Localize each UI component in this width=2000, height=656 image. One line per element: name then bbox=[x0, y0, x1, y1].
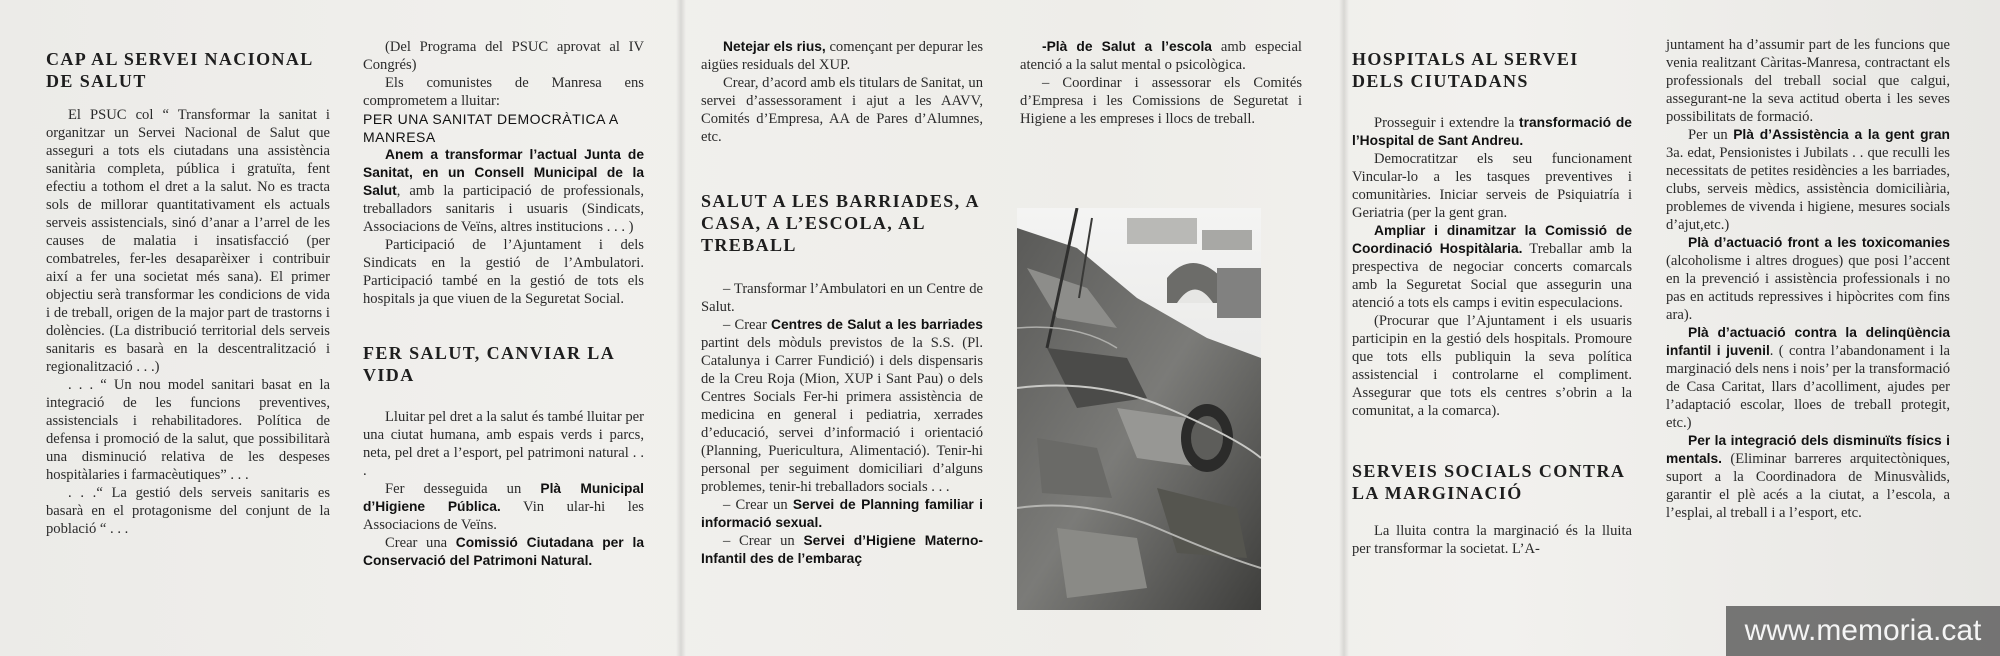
text: Treballar amb la prespectiva de negociar concerts comarcals amb la Seguretat Social que assegurin una atenció a tots els camps i evitin especulacions. bbox=[1352, 241, 1632, 311]
bold-text: Servei d’Higiene Materno-Infantil des de l’embaraç bbox=[701, 533, 983, 566]
text: Fer desseguida un bbox=[385, 481, 522, 497]
column-2 bbox=[363, 38, 644, 570]
paragraph bbox=[701, 316, 983, 496]
paragraph bbox=[363, 534, 644, 570]
bold-text: Netejar els rius, bbox=[723, 39, 826, 54]
bold-text: transformació de l’Hospital de Sant Andreu. bbox=[1352, 115, 1632, 148]
heading-serveis-socials: SERVEIS SOCIALS CONTRA LA MARGINACIÓ bbox=[1352, 461, 1625, 503]
subheading-sanitat-democratica: PER UNA SANITAT DEMOCRÀTICA A MANRESA bbox=[363, 111, 618, 145]
column-4 bbox=[1020, 38, 1302, 128]
riverbank-photo bbox=[1017, 208, 1261, 610]
text: Crear una bbox=[385, 535, 448, 551]
fold-crease bbox=[676, 0, 686, 656]
paragraph bbox=[1666, 324, 1950, 432]
heading-salut-barriades: SALUT A LES BARRIADES, A CASA, A L’ESCOLA, AL TREBALL bbox=[701, 191, 979, 255]
paragraph bbox=[701, 38, 983, 74]
paragraph: . . .“ La gestió dels serveis sanitaris es basarà en el protagonisme del conjunt de la població “ . . . bbox=[46, 485, 330, 537]
paragraph bbox=[1352, 222, 1632, 312]
paragraph: Democratitzar els seu funcionament Vincular-lo a les tasques preventives i comunitàries. Iniciar serveis de Psiquiatría i Geriatria (per la gent gran. bbox=[1352, 151, 1632, 221]
bold-text: Comissió Ciutadana per la Conservació del Patrimoni Natural. bbox=[363, 535, 644, 568]
column-1 bbox=[46, 48, 330, 538]
text: 3a. edat, Pensionistes i Jubilats . . que reculli les necessitats de petites residències a les barriades, clubs, serveis mèdics, assistència domiciliària, problemes de vivenda i higiene, mesures socials d’ajut,etc.) bbox=[1666, 145, 1950, 233]
paragraph: La lluita contra la marginació és la lluita per transformar la societat. L’A- bbox=[1352, 523, 1632, 557]
paragraph bbox=[363, 146, 644, 236]
bold-text: Plà d’actuació contra la delinqüència infantil i juvenil bbox=[1666, 325, 1950, 358]
text: Per un bbox=[1688, 127, 1728, 143]
text: – Crear un bbox=[723, 533, 795, 549]
watermark-memoria-cat: www.memoria.cat bbox=[1726, 606, 2000, 656]
riverbank-photo-image bbox=[1017, 208, 1261, 610]
paragraph bbox=[701, 496, 983, 532]
bold-text: -Plà de Salut a l’escola bbox=[1042, 39, 1212, 54]
paragraph bbox=[363, 480, 644, 534]
bold-text: Ampliar i dinamitzar la Comissió de Coordinació Hospitàlaria. bbox=[1352, 223, 1632, 256]
paragraph bbox=[1666, 432, 1950, 522]
paragraph: Lluitar pel dret a la salut és també lluitar per una ciutat humana, amb espais verds i parcs, neta, pel dret a l’esport, pel patrimoni natural . . . bbox=[363, 409, 644, 479]
paragraph: – Transformar l’Ambulatori en un Centre de Salut. bbox=[701, 281, 983, 315]
paragraph: Crear, d’acord amb els titulars de Sanitat, un servei d’assessorament i ajut a les AAVV, Comités d’Empresa, AA de Pares d’Alumnes, etc. bbox=[701, 75, 983, 145]
heading-servei-nacional: CAP AL SERVEI NACIONAL DE SALUT bbox=[46, 49, 313, 91]
text: (Eliminar barreres arquitectòniques, suport a la Coordinadora de Minusvàlids, garantir el plè acés a la ciutat, a l’escola, a l’esplai, al treball i a l’esport, etc. bbox=[1666, 451, 1950, 521]
paragraph bbox=[1352, 114, 1632, 150]
column-3 bbox=[701, 38, 983, 568]
heading-fer-salut: FER SALUT, CANVIAR LA VIDA bbox=[363, 343, 615, 385]
text: Vin ular-hi les Associacions de Veïns. bbox=[363, 499, 644, 533]
bold-text: Plà d’actuació front a les toxicomanies bbox=[1688, 235, 1950, 250]
paragraph bbox=[701, 532, 983, 568]
text: amb especial atenció a la salut mental o psicològica. bbox=[1020, 39, 1302, 73]
fold-crease bbox=[1339, 0, 1349, 656]
text: – Crear un bbox=[723, 497, 788, 513]
paragraph: Participació de l’Ajuntament i dels Sindicats en la gestió de l’Ambulatori. Participació també en la gestió de tots els hospitals ja que viuen de la Seguretat Social. bbox=[363, 237, 644, 307]
bold-text: Anem a transformar l’actual Junta de Sanitat, en un Consell Municipal de la Salut bbox=[363, 147, 644, 198]
bold-text: Plà Municipal d’Higiene Pública. bbox=[363, 481, 644, 514]
bold-text: Centres de Salut a les barriades bbox=[771, 317, 983, 332]
text: – Crear bbox=[723, 317, 767, 333]
text: partint dels mòduls previstos de la S.S. (Pl. Catalunya i Carrer Fundició) i dels dispensaris de la Creu Roja (Mion, XUP i Sant Pau) o dels Centres Socials Fer-hi primera assistència de medicina en general i pediatria, xerrades d’educació, servei d’informació i orientació (Planning, Puericultura, Alimentació). Tenir-hi personal per seguiment domiciliari d’alguns problemes, tenir-hi treballadors socials . . . bbox=[701, 335, 983, 495]
paragraph: juntament ha d’assumir part de les funcions que venia realitzant Càritas-Manresa, contractant els professionals del treball social que calgui, assegurant-ne la seva actitud oberta i les seves possibilitats de formació. bbox=[1666, 37, 1950, 125]
paragraph: . . . “ Un nou model sanitari basat en la integració de les funcions preventives, assistencials i rehabilitadores. Política de defensa i promoció de la salut, que possibilitarà una disminució relativa de les despeses hospitàlaries i farmacèutiques” . . . bbox=[46, 377, 330, 483]
text: Prosseguir i extendre la bbox=[1374, 115, 1515, 131]
heading-hospitals: HOSPITALS AL SERVEI DELS CIUTADANS bbox=[1352, 49, 1579, 91]
text: començant per depurar les aigües residuals del XUP. bbox=[701, 39, 984, 73]
bold-text: Per la integració dels disminuïts físics i mentals. bbox=[1666, 433, 1950, 466]
paragraph: El PSUC col “ Transformar la sanitat i organitzar un Servei Nacional de Salut que asseguri a tots els ciutadans una assistència sanitària completa, pública i gratuïta, fent efectiu a tothom el dret a la salut. No es tracta sols de millorar quantitativament els actuals serveis assistencials, sinó d’anar a l’arrel de les causes de malatia i insatisfacció (per combatreles, fer-les desaparèixer i contribuir així a fer una societat més sana). El primer objectiu serà transformar les condicions de vida i de treball, origen de la major part de trastorns i dolències. (La distribució territorial dels serveis sanitaris es basarà en la descentralització i regionalització . . .) bbox=[46, 107, 330, 375]
bold-text: Plà d’Assistència a la gent gran bbox=[1733, 127, 1950, 142]
column-5 bbox=[1352, 48, 1632, 558]
paragraph bbox=[1020, 38, 1302, 74]
paragraph: – Coordinar i assessorar els Comités d’Empresa i les Comissions de Seguretat i Higiene a les empreses i llocs de treball. bbox=[1020, 75, 1302, 127]
paragraph: (Del Programa del PSUC aprovat al IV Congrés) bbox=[363, 39, 644, 73]
text: (alcoholisme i altres drogues) que posi l’accent en la prevenció i assistència professionals i no pas en actituds repressives i hipòcrites com fins ara). bbox=[1666, 253, 1950, 323]
paragraph: Els comunistes de Manresa ens comprometem a lluitar: bbox=[363, 75, 644, 109]
text: . ( contra l’abandonament i la marginació dels nens i nois’ per la transformació de Casa Caritat, llars d’acolliment, ajudes per l’adaptació escolar, lloes de treball protegit, etc.) bbox=[1666, 343, 1950, 431]
column-6 bbox=[1666, 36, 1950, 522]
text: , amb la participació de professionals, treballadors sanitaris i usuaris (Sindicats, Associacions de Veïns, altres institucions . . . ) bbox=[363, 183, 644, 235]
bold-text: Servei de Planning familiar i informació sexual. bbox=[701, 497, 983, 530]
paragraph: (Procurar que l’Ajuntament i els usuaris participin en la gestió dels hospitals. Promoure que tots ells publiquin la seva política assistencial i controlarne el compliment. Assegurar que tots els centres s’obrin a la comunitat, a la comarca). bbox=[1352, 313, 1632, 419]
paragraph bbox=[1666, 234, 1950, 324]
paragraph bbox=[1666, 126, 1950, 234]
